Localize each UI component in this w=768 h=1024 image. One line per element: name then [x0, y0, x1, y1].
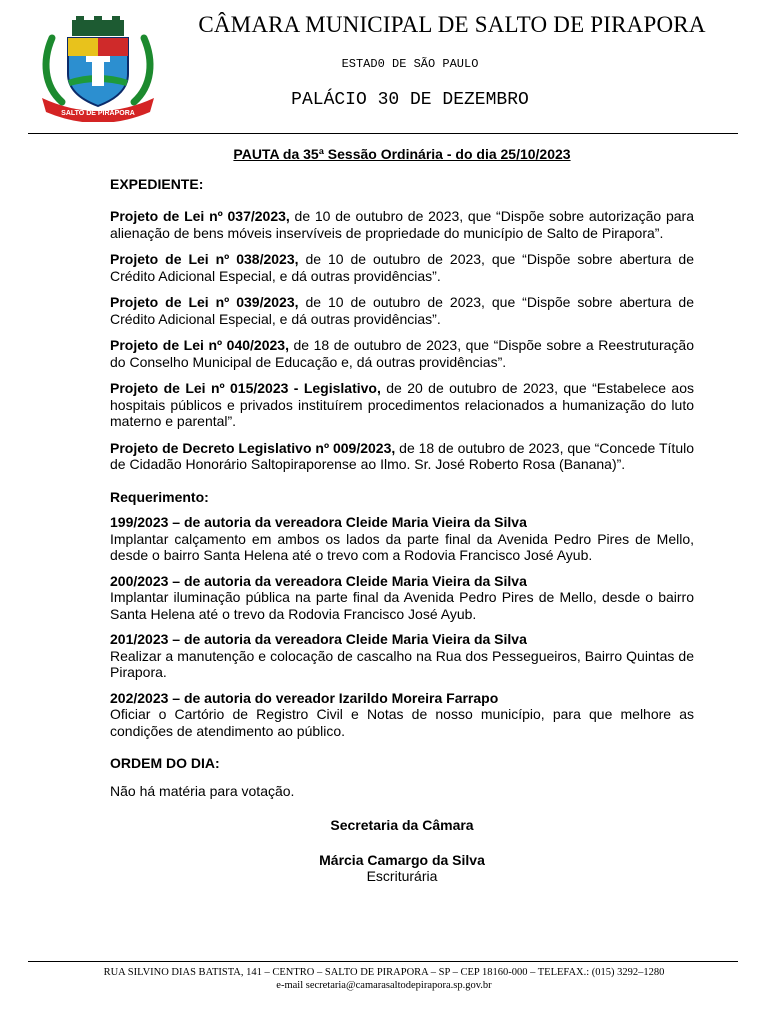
state-label: ESTAD0 DE SÃO PAULO [341, 57, 479, 71]
coat-of-arms-icon [38, 16, 158, 122]
ordem-text: Não há matéria para votação. [110, 782, 295, 799]
request-text: Implantar calçamento em ambos os lados da parte final da Avenida Pedro Pires de Mello, desde o bairro Santa Helena até o trevo com a Rodovia Francisco José Ayub. [110, 530, 694, 563]
footer [0, 966, 768, 992]
request-item [110, 631, 694, 681]
bill-text: de 20 de outubro de 2023, que “Estabelece aos hospitais públicos e privados instituírem procedimentos relacionados a humanização do luto materno e parental”. [110, 380, 694, 429]
signature-name: Márcia Camargo da Silva [319, 851, 485, 868]
session-title: PAUTA da 35ª Sessão Ordinária - do dia 25/10/2023 [233, 146, 571, 162]
palace-label: PALÁCIO 30 DE DEZEMBRO [291, 90, 529, 110]
bill-item [110, 251, 694, 284]
signature-role: Escriturária [366, 868, 438, 884]
bill-item [110, 380, 694, 430]
logo-banner-text: SALTO DE PIRAPORA [61, 110, 135, 117]
bill-title: Projeto de Lei nº 039/2023, [110, 294, 299, 310]
request-text: Implantar iluminação pública na parte final da Avenida Pedro Pires de Mello, desde o bairro Santa Helena até o trevo da Rodovia Francisco José Ayub. [110, 589, 694, 622]
bill-title: Projeto de Lei nº 040/2023, [110, 337, 289, 353]
letterhead [0, 0, 768, 136]
signature-department: Secretaria da Câmara [330, 817, 474, 833]
request-item [110, 573, 694, 623]
document-body [110, 146, 694, 885]
chamber-title: CÂMARA MUNICIPAL DE SALTO DE PIRAPORA [198, 12, 706, 37]
request-text: Realizar a manutenção e colocação de cascalho na Rua dos Pessegueiros, Bairro Quintas de Pirapora. [110, 647, 694, 680]
request-title: 200/2023 – de autoria da vereadora Cleide Maria Vieira da Silva [110, 572, 527, 589]
footer-address: RUA SILVINO DIAS BATISTA, 141 – CENTRO – SALTO DE PIRAPORA – SP – CEP 18160-000 – TELEFAX.: (015) 3292–1280 [103, 967, 665, 978]
request-title: 199/2023 – de autoria da vereadora Cleide Maria Vieira da Silva [110, 514, 527, 530]
bill-title: Projeto de Lei nº 038/2023, [110, 251, 299, 267]
footer-divider [28, 961, 738, 962]
request-item [110, 690, 694, 740]
request-title: 201/2023 – de autoria da vereadora Cleide Maria Vieira da Silva [110, 631, 527, 647]
bill-title: Projeto de Decreto Legislativo nº 009/2023, [110, 439, 396, 456]
ordem-heading: ORDEM DO DIA: [110, 755, 220, 771]
bill-item [110, 294, 694, 327]
bill-text: de 18 de outubro de 2023, que “Dispõe sobre a Reestruturação do Conselho Municipal de Educação e, dá outras providências”. [110, 337, 694, 370]
bill-item [110, 208, 694, 241]
request-title: 202/2023 – de autoria do vereador Izarildo Moreira Farrapo [110, 689, 499, 706]
bill-item [110, 440, 694, 473]
bill-title: Projeto de Lei nº 037/2023, [110, 208, 290, 224]
request-text: Oficiar o Cartório de Registro Civil e Notas de nosso município, para que melhore as condições de atendimento ao público. [110, 706, 694, 739]
signature-block [110, 817, 694, 885]
bill-text: de 18 de outubro de 2023, que “Concede Título de Cidadão Honorário Saltopiraporense ao Ilmo. Sr. José Roberto Rosa (Banana)”. [110, 439, 694, 472]
expediente-heading: EXPEDIENTE: [110, 175, 204, 192]
requerimento-heading: Requerimento: [110, 488, 209, 505]
bill-item [110, 337, 694, 370]
footer-email: e-mail secretaria@camarasaltodepirapora.sp.gov.br [276, 980, 492, 991]
request-item [110, 514, 694, 564]
bill-text: de 10 de outubro de 2023, que “Dispõe sobre abertura de Crédito Adicional Especial, e dá outras providências”. [110, 294, 694, 327]
header-divider [28, 133, 738, 134]
bill-text: de 10 de outubro de 2023, que “Dispõe sobre abertura de Crédito Adicional Especial, e dá outras providências”. [110, 251, 694, 284]
bill-title: Projeto de Lei nº 015/2023 - Legislativo, [110, 380, 381, 396]
bill-text: de 10 de outubro de 2023, que “Dispõe sobre autorização para alienação de bens móveis inservíveis de propriedade do município de Salto de Pirapora”. [110, 208, 694, 241]
